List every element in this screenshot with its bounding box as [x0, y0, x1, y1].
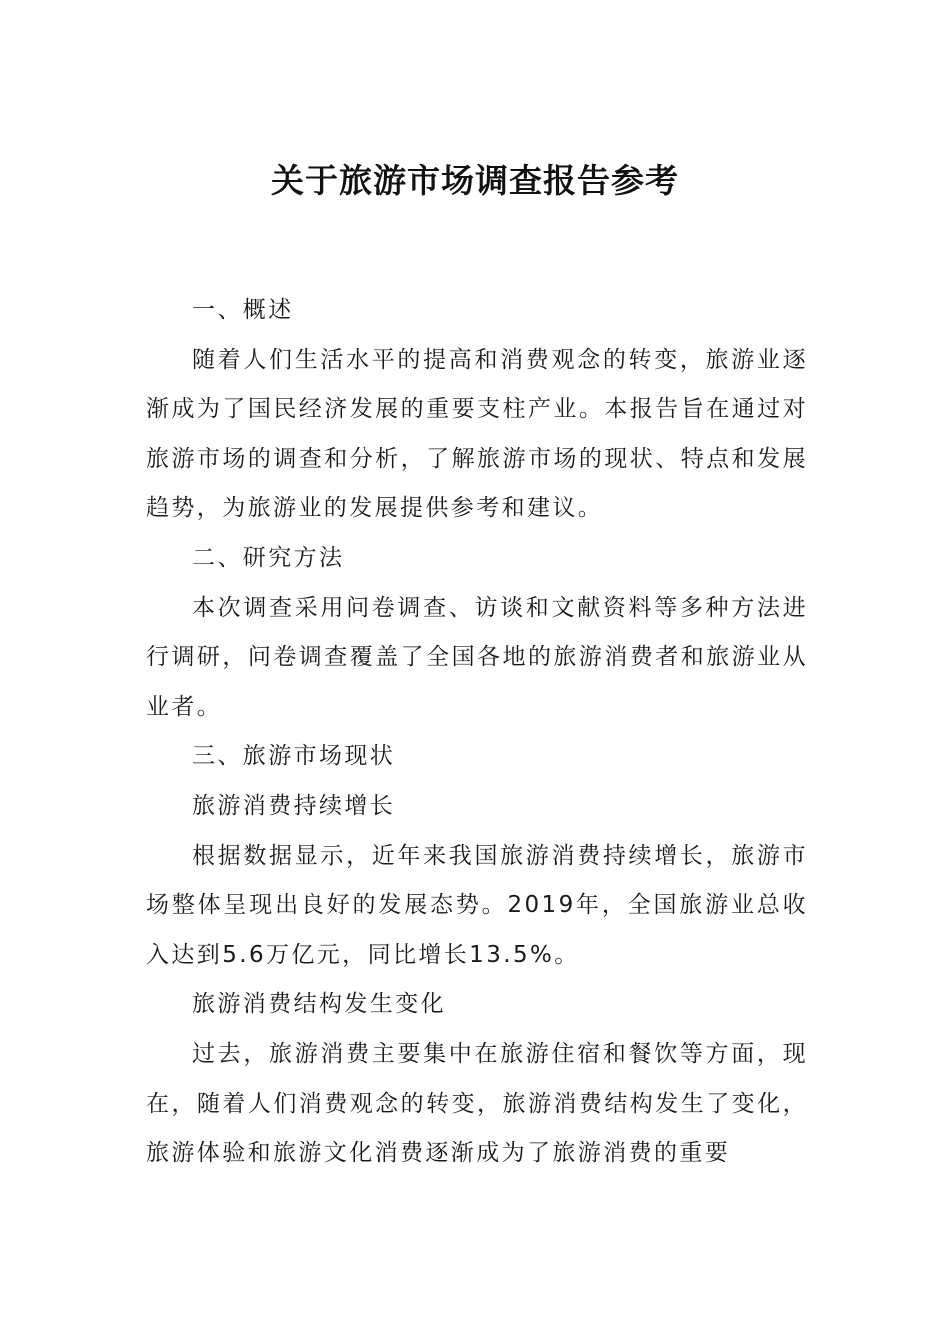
paragraph-method: 本次调查采用问卷调查、访谈和文献资料等多种方法进行调研，问卷调查覆盖了全国各地的旅游消费者和旅游业从业者。 [146, 594, 808, 720]
section-heading-method: 二、研究方法 [192, 544, 345, 571]
document-body [146, 286, 808, 1179]
subheading-consumption-structure: 旅游消费结构发生变化 [192, 991, 446, 1018]
subheading-consumption-growth: 旅游消费持续增长 [192, 792, 396, 819]
section-heading-overview: 一、概述 [192, 297, 294, 323]
paragraph-overview: 随着人们生活水平的提高和消费观念的转变，旅游业逐渐成为了国民经济发展的重要支柱产业。本报告旨在通过对旅游市场的调查和分析，了解旅游市场的现状、特点和发展趋势，为旅游业的发展提供参考和建议。 [146, 346, 808, 522]
paragraph-consumption-growth: 根据数据显示，近年来我国旅游消费持续增长，旅游市场整体呈现出良好的发展态势。2019年，全国旅游业总收入达到5.6万亿元，同比增长13.5%。 [146, 842, 808, 968]
document-title: 关于旅游市场调查报告参考 [271, 161, 679, 200]
paragraph-consumption-structure: 过去，旅游消费主要集中在旅游住宿和餐饮等方面，现在，随着人们消费观念的转变，旅游消费结构发生了变化，旅游体验和旅游文化消费逐渐成为了旅游消费的重要 [146, 1040, 808, 1167]
section-heading-market-status: 三、旅游市场现状 [192, 743, 396, 770]
